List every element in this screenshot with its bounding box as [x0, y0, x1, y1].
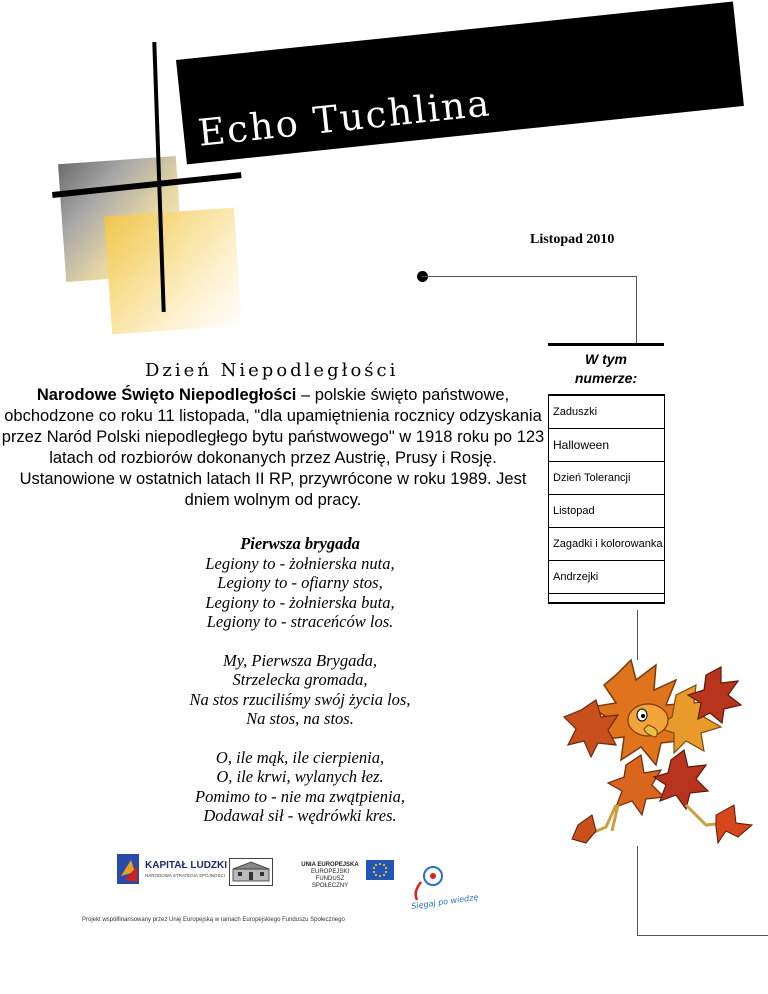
sidebar-vertical-line — [637, 610, 638, 660]
eu-fund-text-logo — [297, 862, 363, 890]
siegaj-text: Sięgaj po wiedzę — [410, 892, 479, 912]
building-icon — [230, 859, 272, 885]
toc-item-zagadki: Zagadki i kolorowanka — [549, 528, 664, 561]
toc-heading — [548, 350, 664, 388]
ue-text-3: FUNDUSZ SPOŁECZNY — [311, 876, 349, 889]
sidebar-bottom-horizontal-line — [637, 935, 768, 936]
newsletter-title: Echo Tuchlina — [196, 81, 494, 155]
poem-line: Pomimo to - nie ma zwątpienia, — [195, 786, 405, 806]
poem-line: Legiony to - ofiarny stos, — [217, 573, 383, 592]
kapital-title: KAPITAŁ LUDZKI — [145, 860, 228, 871]
poem-line: Legiony to - straceńców los. — [206, 612, 394, 631]
toc-end-rule — [549, 594, 664, 604]
kapital-subtitle: NARODOWA STRATEGIA SPÓJNOŚCI — [145, 873, 226, 878]
toc-heading-line2: numerze: — [574, 370, 638, 386]
poem-stanza-2 — [90, 651, 510, 729]
siegaj-po-wiedze-logo — [403, 862, 479, 912]
school-building-logo — [229, 858, 273, 886]
poem — [90, 534, 510, 845]
footer-cofinancing-note: Projekt współfinansowany przez Unię Europejską w ramach Europejskiego Funduszu Społecznego — [82, 917, 345, 923]
poem-line: O, ile krwi, wylanych łez. — [216, 767, 384, 786]
poem-line: Dodawał sił - wędrówki kres. — [203, 806, 397, 825]
eu-flag-icon — [366, 860, 394, 880]
toc-heading-line1: W tym — [585, 351, 627, 367]
toc-item-halloween: Halloween — [549, 429, 664, 462]
poem-stanza-3 — [90, 748, 510, 826]
article-title: Dzień Niepodległości — [145, 360, 399, 381]
toc-top-rule — [548, 343, 664, 346]
connector-horizontal-line — [422, 276, 636, 277]
toc-item-dzien-tolerancji: Dzień Tolerancji — [549, 462, 664, 495]
poem-line: My, Pierwsza Brygada, — [223, 650, 377, 670]
poem-title: Pierwsza brygada — [240, 534, 360, 553]
leaf-cluster — [564, 660, 752, 843]
poem-line: Na stos, na stos. — [246, 709, 354, 728]
eu-stars-icon — [366, 860, 394, 880]
autumn-leaf-character-illustration — [556, 655, 756, 850]
poem-stanza-1 — [90, 554, 510, 632]
poem-line: Strzelecka gromada, — [232, 670, 368, 689]
article-lead — [0, 385, 546, 511]
toc-item-listopad: Listopad — [549, 495, 664, 528]
lead-bold-term: Narodowe Święto Niepodległości — [36, 386, 297, 404]
poem-line: Legiony to - żołnierska nuta, — [205, 553, 395, 573]
toc-list — [548, 394, 665, 604]
connector-vertical-line — [636, 276, 637, 344]
ue-text-2: EUROPEJSKI — [310, 869, 349, 875]
ue-text-1: UNIA EUROPEJSKA — [301, 862, 359, 868]
sidebar-bottom-vertical-line — [637, 846, 638, 936]
issue-date: Listopad 2010 — [530, 232, 615, 247]
poem-line: Legiony to - żołnierska buta, — [205, 592, 395, 612]
masthead-glow-square — [104, 208, 242, 335]
poem-line: O, ile mąk, ile cierpienia, — [215, 747, 385, 767]
lead-body: – polskie święto państwowe, obchodzone co roku 11 listopada, "dla upamiętnienia rocznicy odzyskania przez Naród Polski niepodległego bytu państwowego" w 1918 roku po 123 latach od rozbiorów dokonanych przez Austrię, Prusy i Rosję. Ustanowione w ostatnich latach II RP, przywrócone w roku 1989. Jest dniem wolnym od pracy. — [1, 386, 545, 509]
toc-item-andrzejki: Andrzejki — [549, 561, 664, 594]
toc-item-zaduszki: Zaduszki — [549, 396, 664, 429]
poem-line: Na stos rzuciliśmy swój życia los, — [189, 689, 411, 709]
